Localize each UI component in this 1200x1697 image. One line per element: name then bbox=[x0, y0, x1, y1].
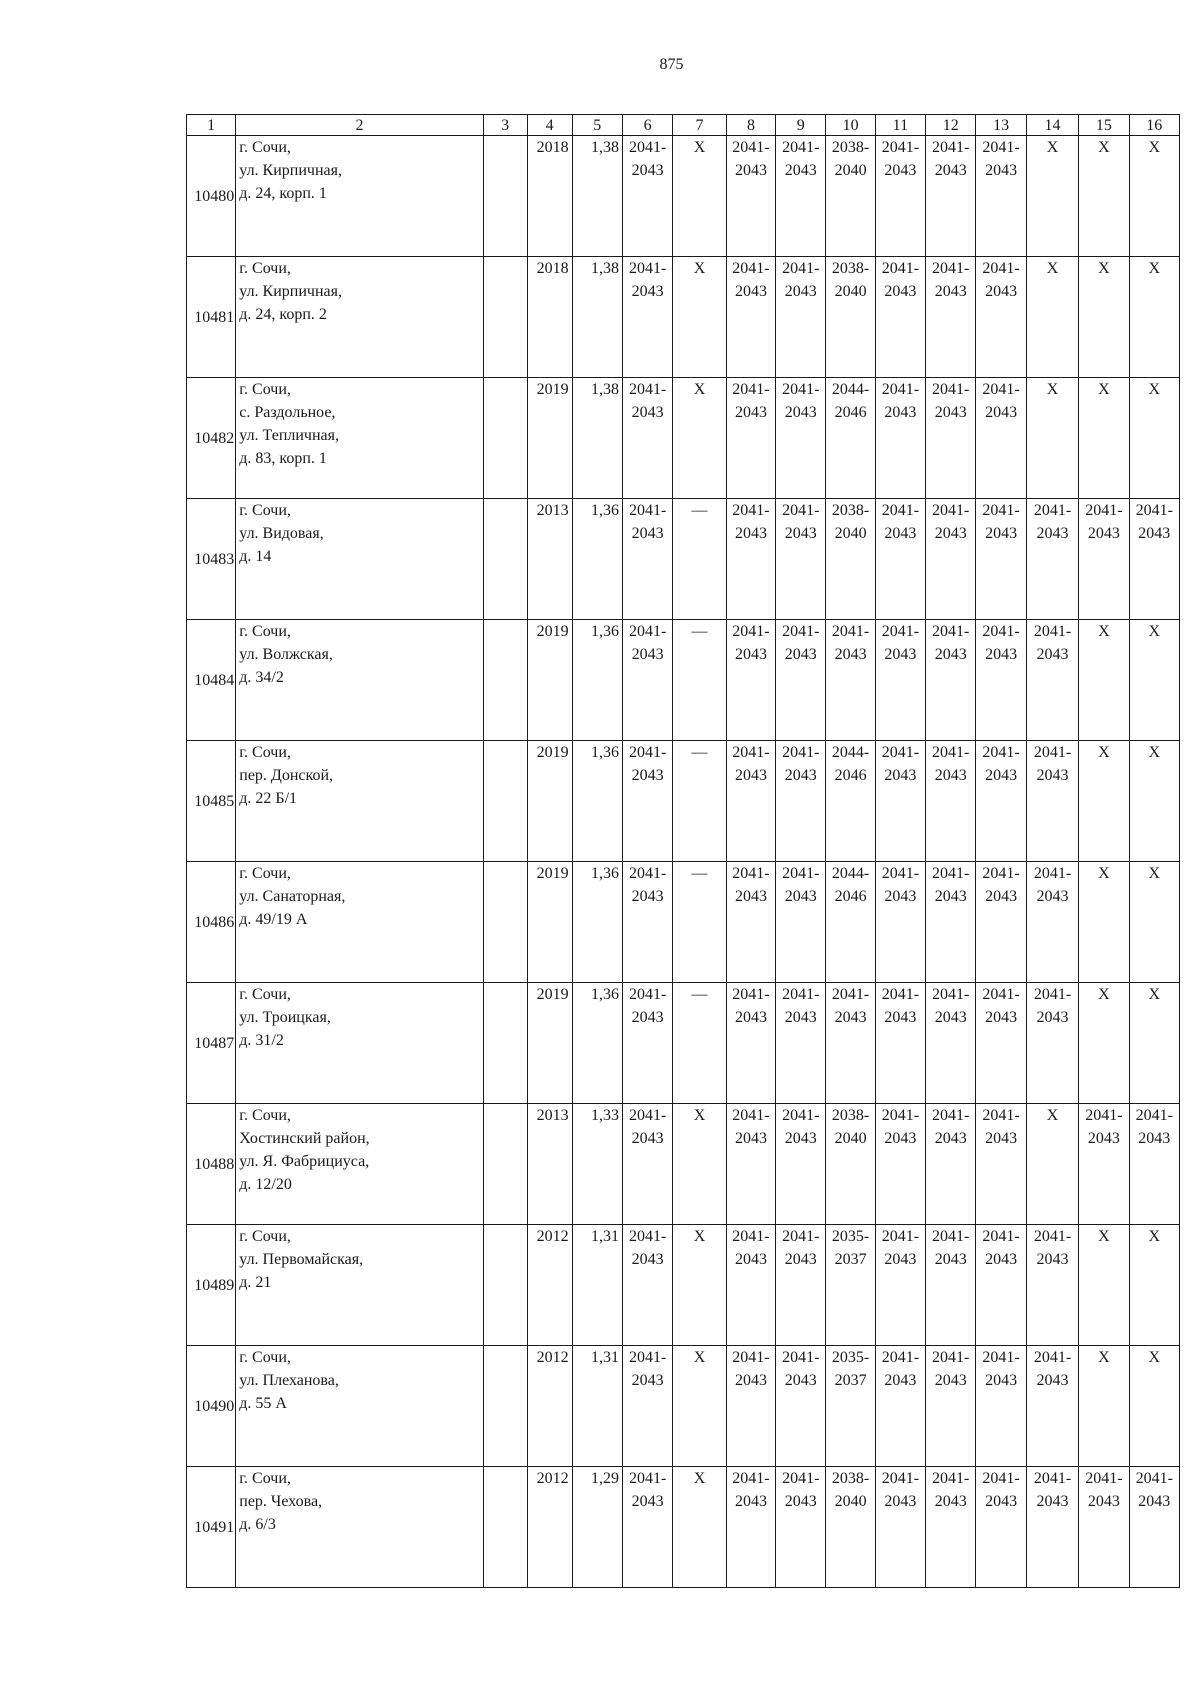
coefficient-cell: 1,36 bbox=[572, 741, 622, 862]
column-12-cell: 2041- 2043 bbox=[926, 620, 976, 741]
column-14-cell: X bbox=[1026, 257, 1078, 378]
column-11-cell: 2041- 2043 bbox=[875, 741, 925, 862]
column-10-cell: 2044- 2046 bbox=[826, 862, 875, 983]
year-cell: 2012 bbox=[527, 1467, 572, 1588]
coefficient-cell: 1,36 bbox=[572, 499, 622, 620]
column-13-cell: 2041- 2043 bbox=[976, 378, 1026, 499]
column-9-cell: 2041- 2043 bbox=[776, 983, 826, 1104]
table-row bbox=[187, 257, 1180, 378]
address-cell: г. Сочи, с. Раздольное, ул. Тепличная, д. 83, корп. 1 bbox=[236, 378, 483, 499]
building-id-cell: 10487 bbox=[187, 983, 236, 1104]
column-header: 9 bbox=[776, 115, 826, 136]
column-10-cell: 2038- 2040 bbox=[826, 257, 875, 378]
column-15-cell: X bbox=[1079, 741, 1129, 862]
column-14-cell: X bbox=[1026, 378, 1078, 499]
building-id-cell: 10488 bbox=[187, 1104, 236, 1225]
column-6-cell: 2041- 2043 bbox=[622, 862, 672, 983]
column-7-cell: X bbox=[673, 1225, 727, 1346]
column-7-cell: X bbox=[673, 1467, 727, 1588]
column-16-cell: X bbox=[1129, 741, 1179, 862]
address-cell: г. Сочи, ул. Первомайская, д. 21 bbox=[236, 1225, 483, 1346]
column-16-cell: X bbox=[1129, 983, 1179, 1104]
column-header: 8 bbox=[726, 115, 775, 136]
column-6-cell: 2041- 2043 bbox=[622, 620, 672, 741]
column-11-cell: 2041- 2043 bbox=[875, 862, 925, 983]
column-header: 16 bbox=[1129, 115, 1179, 136]
building-id-cell: 10486 bbox=[187, 862, 236, 983]
column-10-cell: 2038- 2040 bbox=[826, 1467, 875, 1588]
building-id-cell: 10482 bbox=[187, 378, 236, 499]
coefficient-cell: 1,31 bbox=[572, 1346, 622, 1467]
column-12-cell: 2041- 2043 bbox=[926, 1467, 976, 1588]
column-12-cell: 2041- 2043 bbox=[926, 1225, 976, 1346]
column-8-cell: 2041- 2043 bbox=[726, 862, 775, 983]
column-header: 2 bbox=[236, 115, 483, 136]
column-14-cell: X bbox=[1026, 1104, 1078, 1225]
column-13-cell: 2041- 2043 bbox=[976, 257, 1026, 378]
column-12-cell: 2041- 2043 bbox=[926, 1104, 976, 1225]
column-12-cell: 2041- 2043 bbox=[926, 257, 976, 378]
column-10-cell: 2038- 2040 bbox=[826, 499, 875, 620]
column-15-cell: X bbox=[1079, 136, 1129, 257]
column-12-cell: 2041- 2043 bbox=[926, 136, 976, 257]
year-cell: 2019 bbox=[527, 741, 572, 862]
column-14-cell: 2041- 2043 bbox=[1026, 1225, 1078, 1346]
column-13-cell: 2041- 2043 bbox=[976, 862, 1026, 983]
table-row bbox=[187, 620, 1180, 741]
coefficient-cell: 1,36 bbox=[572, 620, 622, 741]
column-14-cell: 2041- 2043 bbox=[1026, 983, 1078, 1104]
building-id-cell: 10481 bbox=[187, 257, 236, 378]
column-16-cell: X bbox=[1129, 1225, 1179, 1346]
column-6-cell: 2041- 2043 bbox=[622, 378, 672, 499]
column-6-cell: 2041- 2043 bbox=[622, 136, 672, 257]
address-cell: г. Сочи, ул. Волжская, д. 34/2 bbox=[236, 620, 483, 741]
address-cell: г. Сочи, ул. Видовая, д. 14 bbox=[236, 499, 483, 620]
column-10-cell: 2038- 2040 bbox=[826, 1104, 875, 1225]
column-15-cell: 2041- 2043 bbox=[1079, 1467, 1129, 1588]
address-cell: г. Сочи, пер. Донской, д. 22 Б/1 bbox=[236, 741, 483, 862]
column-14-cell: 2041- 2043 bbox=[1026, 1346, 1078, 1467]
building-id-cell: 10489 bbox=[187, 1225, 236, 1346]
column-header: 5 bbox=[572, 115, 622, 136]
column-16-cell: X bbox=[1129, 136, 1179, 257]
column-header: 10 bbox=[826, 115, 875, 136]
column-8-cell: 2041- 2043 bbox=[726, 378, 775, 499]
column-3-cell bbox=[483, 378, 527, 499]
column-7-cell: — bbox=[673, 983, 727, 1104]
column-9-cell: 2041- 2043 bbox=[776, 1346, 826, 1467]
column-13-cell: 2041- 2043 bbox=[976, 499, 1026, 620]
column-13-cell: 2041- 2043 bbox=[976, 741, 1026, 862]
column-3-cell bbox=[483, 741, 527, 862]
column-15-cell: 2041- 2043 bbox=[1079, 499, 1129, 620]
year-cell: 2019 bbox=[527, 983, 572, 1104]
column-11-cell: 2041- 2043 bbox=[875, 499, 925, 620]
header-row bbox=[187, 115, 1180, 136]
table-row bbox=[187, 1346, 1180, 1467]
column-8-cell: 2041- 2043 bbox=[726, 620, 775, 741]
table-row bbox=[187, 862, 1180, 983]
coefficient-cell: 1,38 bbox=[572, 378, 622, 499]
column-3-cell bbox=[483, 983, 527, 1104]
building-id-cell: 10485 bbox=[187, 741, 236, 862]
column-3-cell bbox=[483, 1225, 527, 1346]
column-13-cell: 2041- 2043 bbox=[976, 1346, 1026, 1467]
column-15-cell: X bbox=[1079, 983, 1129, 1104]
building-id-cell: 10491 bbox=[187, 1467, 236, 1588]
column-16-cell: X bbox=[1129, 378, 1179, 499]
column-15-cell: X bbox=[1079, 1225, 1129, 1346]
address-cell: г. Сочи, Хостинский район, ул. Я. Фабрициуса, д. 12/20 bbox=[236, 1104, 483, 1225]
column-3-cell bbox=[483, 1467, 527, 1588]
column-7-cell: X bbox=[673, 136, 727, 257]
column-7-cell: X bbox=[673, 1104, 727, 1225]
column-11-cell: 2041- 2043 bbox=[875, 378, 925, 499]
year-cell: 2012 bbox=[527, 1346, 572, 1467]
column-8-cell: 2041- 2043 bbox=[726, 1467, 775, 1588]
column-15-cell: X bbox=[1079, 862, 1129, 983]
column-6-cell: 2041- 2043 bbox=[622, 1467, 672, 1588]
column-8-cell: 2041- 2043 bbox=[726, 1225, 775, 1346]
column-13-cell: 2041- 2043 bbox=[976, 620, 1026, 741]
column-11-cell: 2041- 2043 bbox=[875, 1104, 925, 1225]
address-cell: г. Сочи, ул. Санаторная, д. 49/19 А bbox=[236, 862, 483, 983]
coefficient-cell: 1,36 bbox=[572, 862, 622, 983]
year-cell: 2018 bbox=[527, 257, 572, 378]
column-9-cell: 2041- 2043 bbox=[776, 1467, 826, 1588]
table-row bbox=[187, 741, 1180, 862]
column-12-cell: 2041- 2043 bbox=[926, 983, 976, 1104]
column-12-cell: 2041- 2043 bbox=[926, 862, 976, 983]
column-10-cell: 2035- 2037 bbox=[826, 1346, 875, 1467]
column-3-cell bbox=[483, 862, 527, 983]
column-6-cell: 2041- 2043 bbox=[622, 741, 672, 862]
column-3-cell bbox=[483, 136, 527, 257]
table-row bbox=[187, 1225, 1180, 1346]
column-header: 6 bbox=[622, 115, 672, 136]
column-11-cell: 2041- 2043 bbox=[875, 1225, 925, 1346]
column-14-cell: 2041- 2043 bbox=[1026, 620, 1078, 741]
column-10-cell: 2041- 2043 bbox=[826, 983, 875, 1104]
column-11-cell: 2041- 2043 bbox=[875, 1346, 925, 1467]
column-11-cell: 2041- 2043 bbox=[875, 983, 925, 1104]
column-header: 1 bbox=[187, 115, 236, 136]
column-6-cell: 2041- 2043 bbox=[622, 983, 672, 1104]
schedule-table bbox=[186, 114, 1180, 1588]
column-9-cell: 2041- 2043 bbox=[776, 741, 826, 862]
column-15-cell: X bbox=[1079, 620, 1129, 741]
column-13-cell: 2041- 2043 bbox=[976, 983, 1026, 1104]
year-cell: 2019 bbox=[527, 378, 572, 499]
column-9-cell: 2041- 2043 bbox=[776, 620, 826, 741]
column-13-cell: 2041- 2043 bbox=[976, 1467, 1026, 1588]
column-15-cell: 2041- 2043 bbox=[1079, 1104, 1129, 1225]
column-9-cell: 2041- 2043 bbox=[776, 378, 826, 499]
coefficient-cell: 1,31 bbox=[572, 1225, 622, 1346]
year-cell: 2019 bbox=[527, 620, 572, 741]
year-cell: 2013 bbox=[527, 1104, 572, 1225]
column-12-cell: 2041- 2043 bbox=[926, 1346, 976, 1467]
year-cell: 2012 bbox=[527, 1225, 572, 1346]
column-10-cell: 2044- 2046 bbox=[826, 741, 875, 862]
column-8-cell: 2041- 2043 bbox=[726, 741, 775, 862]
column-14-cell: 2041- 2043 bbox=[1026, 1467, 1078, 1588]
table-body bbox=[187, 136, 1180, 1588]
column-14-cell: X bbox=[1026, 136, 1078, 257]
column-12-cell: 2041- 2043 bbox=[926, 378, 976, 499]
column-header: 12 bbox=[926, 115, 976, 136]
table-row bbox=[187, 378, 1180, 499]
column-7-cell: X bbox=[673, 257, 727, 378]
column-7-cell: — bbox=[673, 620, 727, 741]
column-16-cell: 2041- 2043 bbox=[1129, 1104, 1179, 1225]
column-6-cell: 2041- 2043 bbox=[622, 257, 672, 378]
column-header: 4 bbox=[527, 115, 572, 136]
column-7-cell: — bbox=[673, 741, 727, 862]
address-cell: г. Сочи, пер. Чехова, д. 6/3 bbox=[236, 1467, 483, 1588]
building-id-cell: 10484 bbox=[187, 620, 236, 741]
year-cell: 2013 bbox=[527, 499, 572, 620]
column-16-cell: X bbox=[1129, 1346, 1179, 1467]
address-cell: г. Сочи, ул. Плеханова, д. 55 А bbox=[236, 1346, 483, 1467]
table-row bbox=[187, 983, 1180, 1104]
column-8-cell: 2041- 2043 bbox=[726, 983, 775, 1104]
column-8-cell: 2041- 2043 bbox=[726, 499, 775, 620]
column-11-cell: 2041- 2043 bbox=[875, 620, 925, 741]
column-8-cell: 2041- 2043 bbox=[726, 1346, 775, 1467]
column-15-cell: X bbox=[1079, 257, 1129, 378]
building-id-cell: 10483 bbox=[187, 499, 236, 620]
table-row bbox=[187, 499, 1180, 620]
column-10-cell: 2044- 2046 bbox=[826, 378, 875, 499]
column-header: 11 bbox=[875, 115, 925, 136]
column-7-cell: — bbox=[673, 499, 727, 620]
column-10-cell: 2035- 2037 bbox=[826, 1225, 875, 1346]
table-row bbox=[187, 1467, 1180, 1588]
column-13-cell: 2041- 2043 bbox=[976, 1104, 1026, 1225]
column-10-cell: 2038- 2040 bbox=[826, 136, 875, 257]
table-row bbox=[187, 136, 1180, 257]
coefficient-cell: 1,36 bbox=[572, 983, 622, 1104]
column-16-cell: X bbox=[1129, 257, 1179, 378]
address-cell: г. Сочи, ул. Кирпичная, д. 24, корп. 2 bbox=[236, 257, 483, 378]
column-9-cell: 2041- 2043 bbox=[776, 136, 826, 257]
column-3-cell bbox=[483, 257, 527, 378]
coefficient-cell: 1,29 bbox=[572, 1467, 622, 1588]
column-16-cell: X bbox=[1129, 862, 1179, 983]
building-id-cell: 10480 bbox=[187, 136, 236, 257]
column-6-cell: 2041- 2043 bbox=[622, 1346, 672, 1467]
column-8-cell: 2041- 2043 bbox=[726, 257, 775, 378]
year-cell: 2018 bbox=[527, 136, 572, 257]
column-9-cell: 2041- 2043 bbox=[776, 862, 826, 983]
column-16-cell: X bbox=[1129, 620, 1179, 741]
page-number: 875 bbox=[659, 56, 684, 73]
year-cell: 2019 bbox=[527, 862, 572, 983]
column-header: 14 bbox=[1026, 115, 1078, 136]
column-9-cell: 2041- 2043 bbox=[776, 1104, 826, 1225]
column-6-cell: 2041- 2043 bbox=[622, 1104, 672, 1225]
column-3-cell bbox=[483, 620, 527, 741]
column-7-cell: X bbox=[673, 378, 727, 499]
column-9-cell: 2041- 2043 bbox=[776, 499, 826, 620]
column-16-cell: 2041- 2043 bbox=[1129, 499, 1179, 620]
column-7-cell: — bbox=[673, 862, 727, 983]
column-9-cell: 2041- 2043 bbox=[776, 257, 826, 378]
column-8-cell: 2041- 2043 bbox=[726, 1104, 775, 1225]
column-6-cell: 2041- 2043 bbox=[622, 499, 672, 620]
column-13-cell: 2041- 2043 bbox=[976, 1225, 1026, 1346]
column-12-cell: 2041- 2043 bbox=[926, 499, 976, 620]
column-15-cell: X bbox=[1079, 1346, 1129, 1467]
coefficient-cell: 1,38 bbox=[572, 257, 622, 378]
column-header: 13 bbox=[976, 115, 1026, 136]
column-10-cell: 2041- 2043 bbox=[826, 620, 875, 741]
address-cell: г. Сочи, ул. Троицкая, д. 31/2 bbox=[236, 983, 483, 1104]
column-14-cell: 2041- 2043 bbox=[1026, 862, 1078, 983]
column-11-cell: 2041- 2043 bbox=[875, 1467, 925, 1588]
column-6-cell: 2041- 2043 bbox=[622, 1225, 672, 1346]
column-16-cell: 2041- 2043 bbox=[1129, 1467, 1179, 1588]
column-7-cell: X bbox=[673, 1346, 727, 1467]
column-header: 7 bbox=[673, 115, 727, 136]
column-8-cell: 2041- 2043 bbox=[726, 136, 775, 257]
column-12-cell: 2041- 2043 bbox=[926, 741, 976, 862]
column-3-cell bbox=[483, 1104, 527, 1225]
column-9-cell: 2041- 2043 bbox=[776, 1225, 826, 1346]
column-11-cell: 2041- 2043 bbox=[875, 136, 925, 257]
coefficient-cell: 1,38 bbox=[572, 136, 622, 257]
column-13-cell: 2041- 2043 bbox=[976, 136, 1026, 257]
column-15-cell: X bbox=[1079, 378, 1129, 499]
address-cell: г. Сочи, ул. Кирпичная, д. 24, корп. 1 bbox=[236, 136, 483, 257]
column-14-cell: 2041- 2043 bbox=[1026, 499, 1078, 620]
coefficient-cell: 1,33 bbox=[572, 1104, 622, 1225]
column-3-cell bbox=[483, 499, 527, 620]
building-id-cell: 10490 bbox=[187, 1346, 236, 1467]
column-header: 15 bbox=[1079, 115, 1129, 136]
table-row bbox=[187, 1104, 1180, 1225]
column-11-cell: 2041- 2043 bbox=[875, 257, 925, 378]
column-3-cell bbox=[483, 1346, 527, 1467]
column-14-cell: 2041- 2043 bbox=[1026, 741, 1078, 862]
column-header: 3 bbox=[483, 115, 527, 136]
